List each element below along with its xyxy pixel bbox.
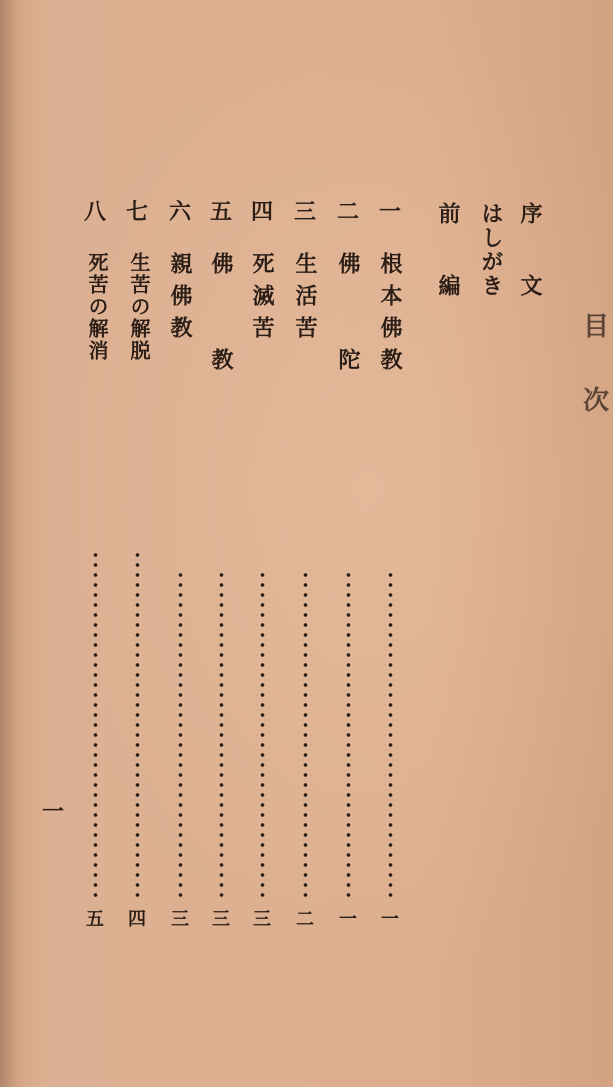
- folio-number: 一: [42, 799, 65, 825]
- preface-label: 序 文: [517, 202, 543, 310]
- entry-number: 四: [250, 199, 273, 225]
- toc-entry: [163, 200, 197, 940]
- leader-dots: [135, 550, 140, 902]
- entry-page: 一: [381, 909, 399, 930]
- entry-title: 佛 教: [208, 252, 234, 380]
- gutter-shadow: [0, 0, 18, 1087]
- toc-entry: [288, 200, 322, 940]
- toc-entry: [204, 200, 238, 940]
- entry-page: 五: [86, 909, 104, 930]
- leader-dots: [388, 570, 393, 902]
- page-title-char-2: 次: [583, 386, 610, 416]
- leader-dots: [260, 570, 265, 902]
- entry-number: 七: [125, 199, 148, 225]
- entry-title: 生苦の解脱: [127, 252, 151, 362]
- entry-number: 三: [293, 199, 316, 225]
- toc-entry: [373, 200, 407, 940]
- entry-page: 三: [212, 909, 230, 930]
- page-title-char-1: 目: [583, 312, 610, 342]
- leader-dots: [346, 570, 351, 902]
- entry-number: 五: [209, 199, 232, 225]
- entry-number: 一: [378, 199, 401, 225]
- toc-entry: [245, 200, 279, 940]
- entry-page: 四: [128, 909, 146, 930]
- leader-dots: [178, 570, 183, 902]
- toc-entry: [120, 200, 154, 940]
- entry-title: 死苦の解消: [85, 252, 109, 362]
- leader-dots: [219, 570, 224, 902]
- entry-title: 生活苦: [292, 252, 318, 348]
- entry-number: 六: [168, 199, 191, 225]
- entry-page: 一: [339, 909, 357, 930]
- foreword-label: はしがき: [478, 202, 504, 298]
- entry-number: 二: [336, 199, 359, 225]
- entry-title: 死滅苦: [249, 252, 275, 348]
- entry-title: 根本佛教: [377, 252, 403, 380]
- entry-title: 親佛教: [167, 252, 193, 348]
- leader-dots: [303, 570, 308, 902]
- toc-entry: [331, 200, 365, 940]
- leader-dots: [93, 550, 98, 902]
- toc-entry: [78, 200, 112, 940]
- entry-page: 三: [171, 909, 189, 930]
- entry-title: 佛 陀: [335, 252, 361, 380]
- section-label: 前 編: [435, 202, 461, 310]
- entry-page: 三: [253, 909, 271, 930]
- entry-number: 八: [83, 199, 106, 225]
- entry-page: 二: [296, 909, 314, 930]
